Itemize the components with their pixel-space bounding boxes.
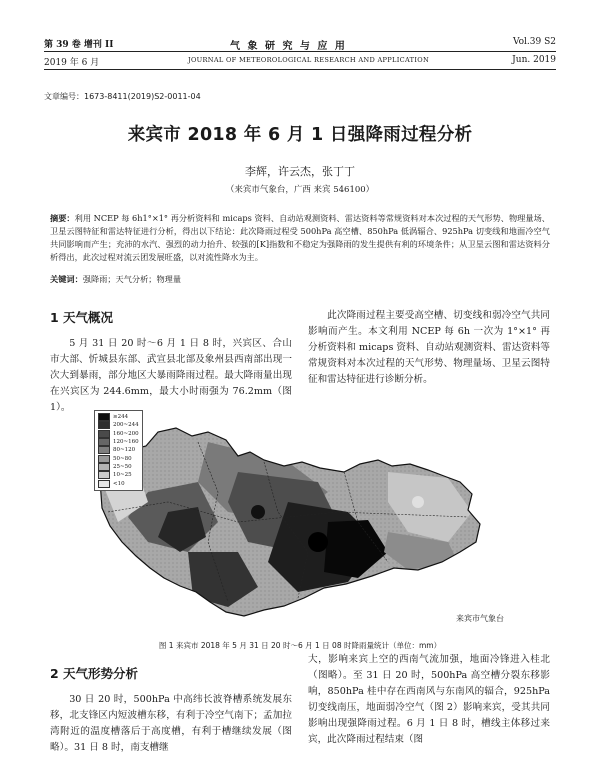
figure-1-caption: 图 1 来宾市 2018 年 5 月 31 日 20 时～6 月 1 日 08 时降雨量统计（单位：mm） <box>158 641 442 650</box>
legend-item <box>98 413 139 421</box>
header-journal-cn: 气 象 研 究 与 应 用 <box>230 41 347 52</box>
legend-label: 25~50 <box>113 463 132 470</box>
legend-label: 50~80 <box>113 455 132 462</box>
legend-swatch <box>98 480 110 488</box>
section2-heading: 2 天气形势分析 <box>50 666 139 681</box>
authors: 李辉，许云杰，张丁丁 <box>245 165 355 178</box>
rainfall-map <box>88 402 514 634</box>
keywords <box>50 273 550 286</box>
abstract-label: 摘要： <box>50 213 75 223</box>
section2-paragraph-right: 大，影响来宾上空的西南气流加强，地面冷锋进入桂北（图略）。至 31 日 20 时，500hPa 高空槽分裂东移影响，850hPa 桂中存在西南风与东南风的辐合，925hPa 切变线南压，地面弱冷空气（图 2）影响来宾，受其共同影响出现强降雨过程。6 月 1 日 8 时，槽线主体移过来宾，此次降雨过程结束（图 <box>308 654 550 745</box>
header-volume: 第 39 卷 增刊 II <box>44 40 114 50</box>
header-vol-en: Vol.39 S2 <box>512 37 556 47</box>
legend-swatch <box>98 463 110 471</box>
section1-heading: 1 天气概况 <box>50 310 114 325</box>
header-date-en: Jun. 2019 <box>512 55 556 65</box>
keywords-text: 强降雨；天气分析；物理量 <box>82 274 182 284</box>
legend-item <box>98 471 139 479</box>
section1-paragraph-2: 此次降雨过程主要受高空槽、切变线和弱冷空气共同影响而产生。本文利用 NCEP 每 6h 一次为 1°×1° 再分析资料和 micaps 资料、自动站观测资料、雷达资料等常规资料对本次过程的天气形势、物理量场、卫星云图特征和雷达特征进行诊断分析。 <box>308 310 550 385</box>
figure-1-legend <box>94 410 143 491</box>
affiliation: （来宾市气象台，广西 来宾 546100） <box>225 185 375 195</box>
legend-label: 200~244 <box>113 422 139 429</box>
section2-paragraph-left: 30 日 20 时，500hPa 中高纬长波脊槽系统发展东移，北支锋区内短波槽东移，有利于冷空气南下；孟加拉湾附近的温度槽落后于高度槽，有利于槽继续发展（图略）。31 日 8 时，南支槽继 <box>50 694 292 753</box>
legend-item <box>98 463 139 471</box>
legend-label: 160~200 <box>113 430 139 437</box>
header-rule-top <box>44 51 556 52</box>
map-label: 来宾市气象台 <box>456 614 504 623</box>
legend-swatch <box>98 438 110 446</box>
legend-label: 80~120 <box>113 447 136 454</box>
header-journal-en: JOURNAL OF METEOROLOGICAL RESEARCH AND APPLICATION <box>188 56 430 64</box>
legend-label: 10~25 <box>113 472 132 479</box>
paper-title: 来宾市 2018 年 6 月 1 日强降雨过程分析 <box>127 125 473 145</box>
legend-label: ≥244 <box>113 414 129 421</box>
legend-swatch <box>98 446 110 454</box>
keywords-label: 关键词： <box>50 274 83 284</box>
legend-swatch <box>98 430 110 438</box>
legend-item <box>98 446 139 454</box>
legend-item <box>98 454 139 462</box>
abstract <box>50 212 550 264</box>
legend-swatch <box>98 471 110 479</box>
article-number: 文章编号：1673-8411(2019)S2-0011-04 <box>44 92 201 101</box>
legend-swatch <box>98 413 110 421</box>
section1-paragraph-1: 5 月 31 日 20 时～6 月 1 日 8 时，兴宾区、合山市大部、忻城县东部、武宣县北部及象州县西南部出现一次大到暴雨，部分地区大暴雨降雨过程。最大降雨量出现在兴宾区为 244.6mm，最大小时雨强为 76.2mm（图 1）。 <box>50 338 292 413</box>
legend-swatch <box>98 421 110 429</box>
legend-item <box>98 479 139 487</box>
abstract-text: 利用 NCEP 每 6h1°×1° 再分析资料和 micaps 资料、自动站观测资料、雷达资料等常规资料对本次过程的天气形势、物理量场、卫星云图特征和雷达特征进行分析，得出以下结论：此次降雨过程受 500hPa 高空槽、850hPa 低涡辐合、925hPa 切变线和地面冷空气共同影响而产生；充沛的水汽、强烈的动力抬升、较强的[K]指数和不稳定为强降雨的发生提供有利的环境条件；从卫星云图和雷达资料分析得出，此次过程对流云团发展旺盛，以对流性降水为主。 <box>50 213 550 262</box>
legend-item <box>98 421 139 429</box>
legend-swatch <box>98 455 110 463</box>
header-rule-bottom <box>44 69 556 70</box>
legend-label: 120~160 <box>113 439 139 446</box>
figure-1 <box>88 402 514 634</box>
legend-item <box>98 430 139 438</box>
header-date: 2019 年 6 月 <box>44 58 100 68</box>
legend-label: <10 <box>113 480 125 487</box>
legend-item <box>98 438 139 446</box>
